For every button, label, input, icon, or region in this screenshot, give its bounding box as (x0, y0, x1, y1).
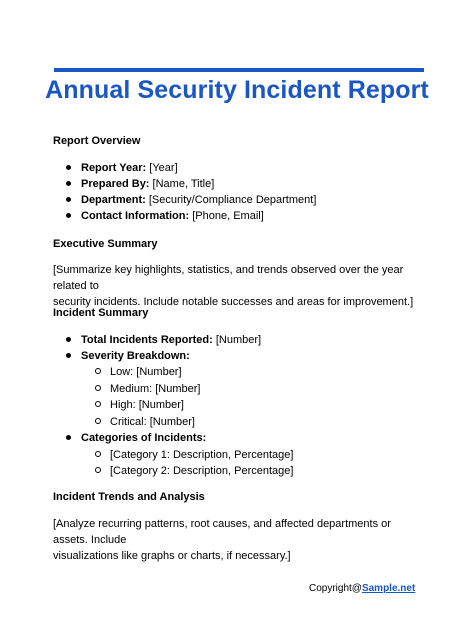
category-1 (95, 447, 293, 463)
sample-net-link[interactable]: Sample.net (361, 583, 416, 594)
item-label: Report Year: (81, 162, 147, 174)
item-value: [Name, Title] (152, 178, 215, 190)
sub-bullet-icon (95, 467, 101, 473)
bullet-icon (66, 353, 71, 358)
copyright-text: Copyright@ (309, 583, 362, 594)
item-label: Categories of Incidents: (81, 432, 207, 444)
sub-bullet-icon (95, 451, 101, 457)
title-top-rule (54, 68, 424, 72)
item-text: [Category 1: Description, Percentage] (110, 449, 294, 461)
bullet-icon (66, 197, 71, 202)
trends-heading: Incident Trends and Analysis (53, 491, 205, 503)
item-value: [Security/Compliance Department] (148, 194, 317, 206)
bullet-icon (66, 337, 71, 342)
report-overview-heading: Report Overview (53, 135, 141, 147)
item-label: Total Incidents Reported: (81, 334, 213, 346)
category-2 (95, 463, 293, 479)
severity-high (95, 397, 184, 413)
paragraph-line: visualizations like graphs or charts, if necessary.] (53, 550, 291, 562)
item-text: Critical: [Number] (110, 416, 195, 428)
sub-bullet-icon (95, 418, 101, 424)
paragraph-line: security incidents. Include notable successes and areas for improvement.] (53, 296, 414, 308)
severity-medium (95, 381, 200, 397)
item-text: Medium: [Number] (110, 383, 201, 395)
item-label: Prepared By: (81, 178, 150, 190)
sub-bullet-icon (95, 368, 101, 374)
bullet-icon (66, 181, 71, 186)
overview-item-report-year (66, 160, 178, 176)
bullet-icon (66, 213, 71, 218)
incident-total (66, 332, 261, 348)
item-label: Department: (81, 194, 146, 206)
item-text: High: [Number] (110, 399, 184, 411)
severity-low (95, 364, 182, 380)
trends-text (53, 516, 423, 564)
copyright-footer (309, 583, 415, 594)
item-label: Contact Information: (81, 210, 190, 222)
item-text: [Category 2: Description, Percentage] (110, 465, 294, 477)
item-value: [Year] (149, 162, 178, 174)
incident-summary-heading: Incident Summary (53, 307, 149, 319)
bullet-icon (66, 165, 71, 170)
overview-item-department (66, 192, 316, 208)
paragraph-line: [Analyze recurring patterns, root causes, and affected departments or assets. Include (53, 518, 391, 546)
paragraph-line: [Summarize key highlights, statistics, and trends observed over the year related to (53, 264, 404, 292)
sub-bullet-icon (95, 401, 101, 407)
document-title: Annual Security Incident Report (45, 76, 429, 104)
bullet-icon (66, 435, 71, 440)
executive-summary-text (53, 262, 423, 310)
item-label: Severity Breakdown: (81, 350, 190, 362)
overview-item-prepared-by (66, 176, 214, 192)
sub-bullet-icon (95, 385, 101, 391)
severity-critical (95, 414, 195, 430)
severity-breakdown (66, 348, 190, 364)
executive-summary-heading: Executive Summary (53, 238, 158, 250)
item-value: [Phone, Email] (192, 210, 264, 222)
overview-item-contact (66, 208, 264, 224)
item-value: [Number] (215, 334, 262, 346)
item-text: Low: [Number] (110, 366, 182, 378)
categories-of-incidents (66, 430, 206, 446)
